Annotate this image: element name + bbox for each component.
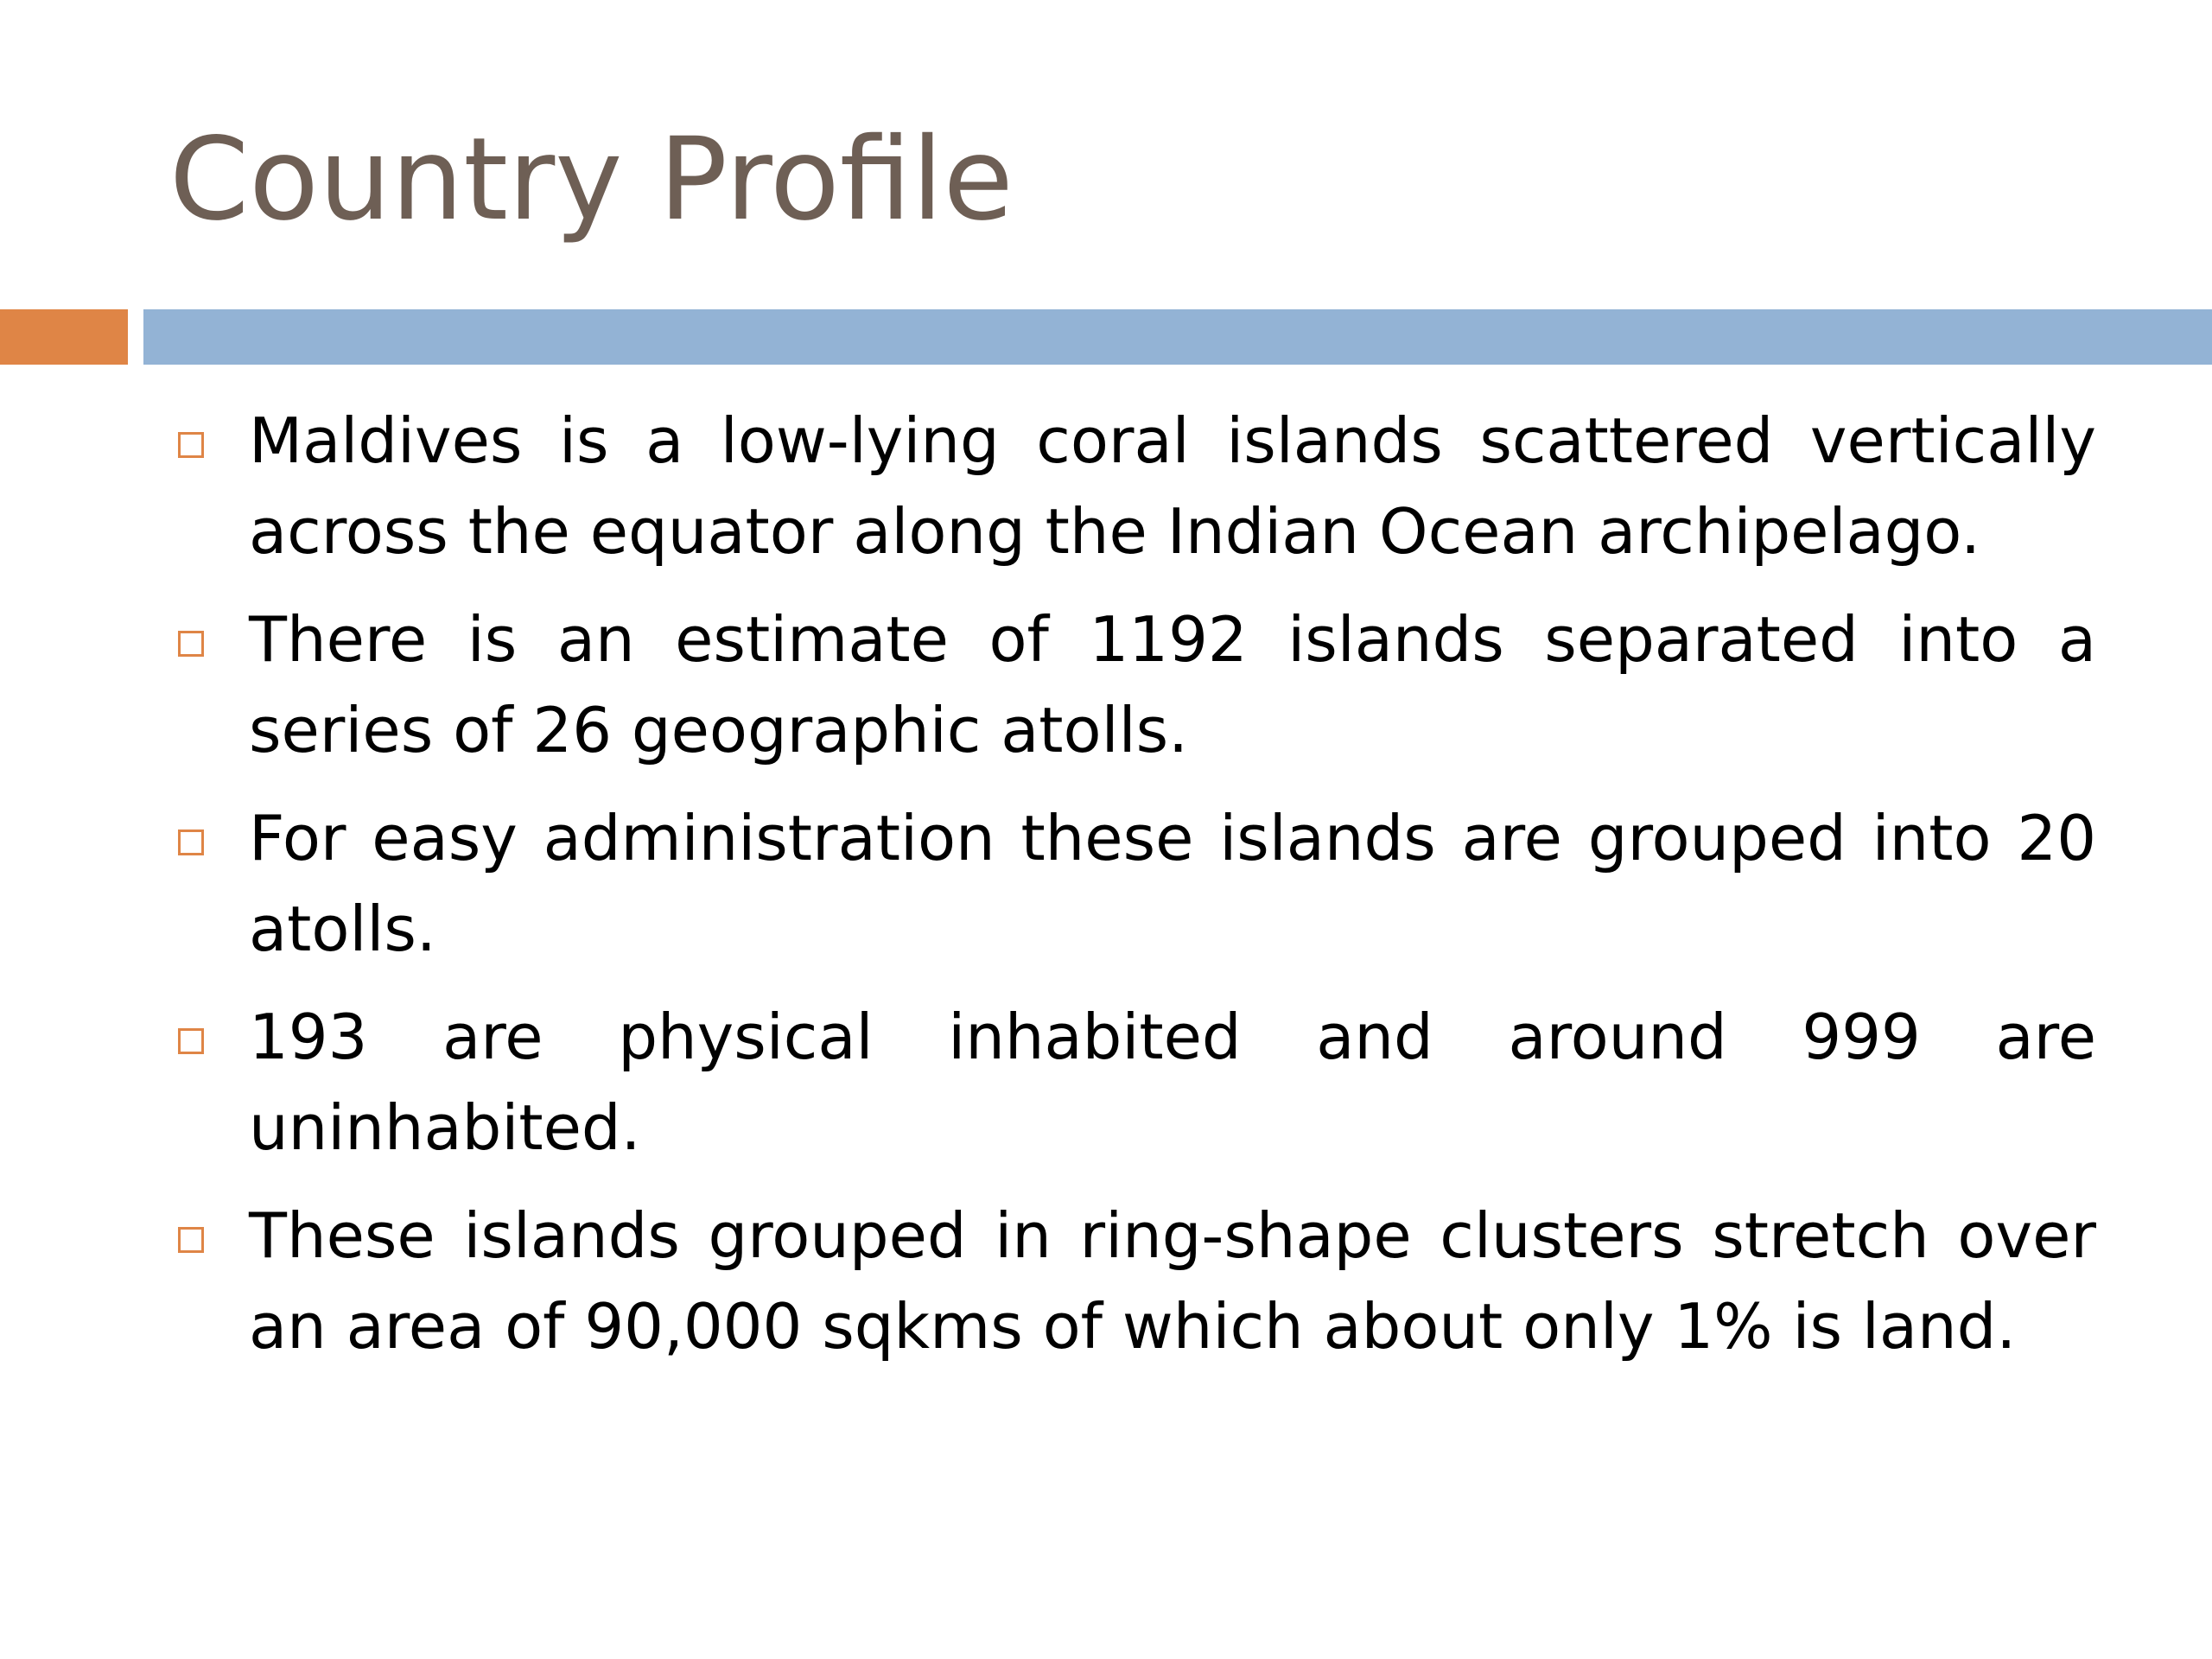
square-bullet-icon xyxy=(178,830,204,855)
bullet-text: 193 are physical inhabited and around 999 are uninhabited. xyxy=(249,1001,2096,1164)
bullet-text: There is an estimate of 1192 islands separated into a series of 26 geographic atolls. xyxy=(249,603,2096,766)
bullet-text: For easy administration these islands are grouped into 20 atolls. xyxy=(249,802,2096,965)
square-bullet-icon xyxy=(178,432,204,458)
square-bullet-icon xyxy=(178,631,204,657)
bullet-item xyxy=(169,594,2096,776)
title-accent-bar xyxy=(0,309,128,365)
square-bullet-icon xyxy=(178,1227,204,1253)
square-bullet-icon xyxy=(178,1028,204,1054)
bullet-item xyxy=(169,793,2096,975)
bullet-item xyxy=(169,396,2096,577)
bullet-item xyxy=(169,992,2096,1173)
slide-title: Country Profile xyxy=(169,113,1014,246)
title-divider-bar xyxy=(143,309,2212,365)
bullet-text: These islands grouped in ring-shape clusters stretch over an area of 90,000 sqkms of which about only 1% is land. xyxy=(249,1199,2096,1363)
bullet-item xyxy=(169,1191,2096,1372)
bullet-list xyxy=(169,396,2096,1389)
bullet-text: Maldives is a low-lying coral islands scattered vertically across the equator along the Indian Ocean archipelago. xyxy=(249,404,2096,568)
